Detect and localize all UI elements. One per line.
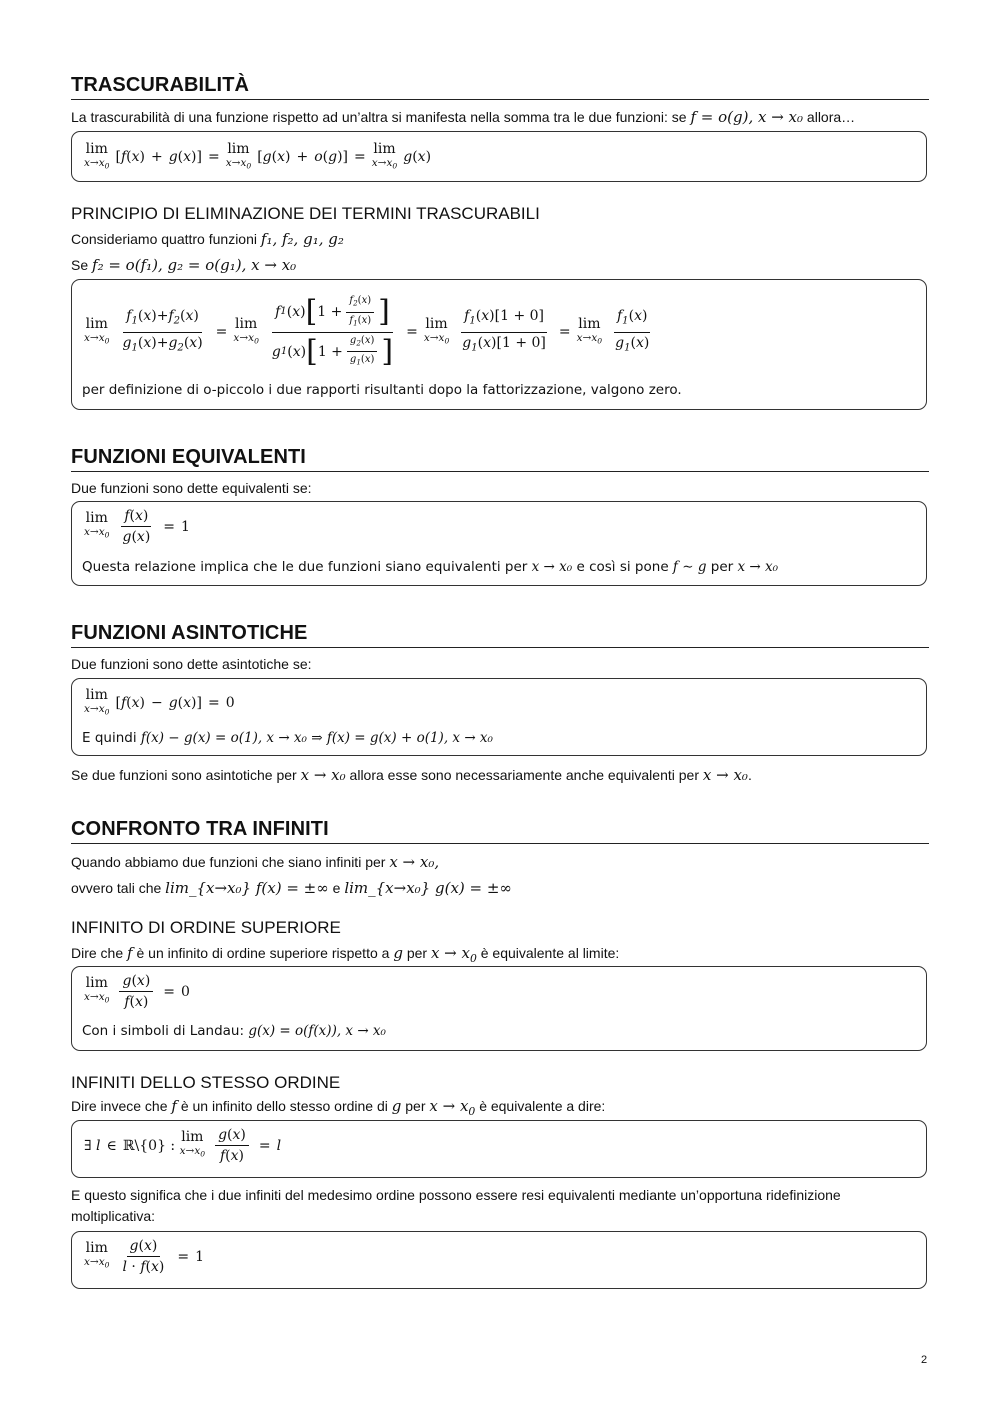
principio-note: per definizione di o-piccolo i due rapporti risultanti dopo la fattorizzazione, valgono zero. xyxy=(82,382,682,398)
formula-box-stesso-2: lim $x\to x_0$ $\frac{g(x)}{l \cdot f(x)}$ = 1 xyxy=(71,1231,927,1289)
section-title-superiore: INFINITO DI ORDINE SUPERIORE xyxy=(71,918,341,937)
section-title-trascurabilita: TRASCURABILITÀ xyxy=(71,74,929,100)
asintotiche-intro: Due funzioni sono dette asintotiche se: xyxy=(71,656,312,672)
principio-line1: Consideriamo quattro funzioni f₁, f₂, g₁, g₂ xyxy=(71,230,344,248)
section-title-asintotiche: FUNZIONI ASINTOTICHE xyxy=(71,622,929,648)
section-title-principio: PRINCIPIO DI ELIMINAZIONE DEI TERMINI TRASCURABILI xyxy=(71,204,540,223)
trascurabilita-intro-math: f = o(g), x → x₀ xyxy=(690,108,804,126)
asintotiche-after: Se due funzioni sono asintotiche per x → x₀ allora esse sono necessariamente anche equivalenti per x → x₀. xyxy=(71,766,752,784)
formula-box-stesso: ∃ l ∈ ℝ\{0} : lim $x\to x_0$ $\frac{g(x)}{f(x)}$ = l xyxy=(71,1120,927,1178)
equivalenti-intro: Due funzioni sono dette equivalenti se: xyxy=(71,480,312,496)
section-title-confronto: CONFRONTO TRA INFINITI xyxy=(71,818,929,844)
stesso-after2: moltiplicativa: xyxy=(71,1208,156,1224)
formula-box-equivalenti: lim $x\to x_0$ $\frac{f(x)}{g(x)}$ = 1 Questa relazione implica che le due funzioni siano equivalenti per x → x₀ e così si pone f ∼ g per x → x₀ xyxy=(71,501,927,586)
formula-box-asintotiche: lim $x\to x_0$ [ f ( x ) − g ( x )] = 0 E quindi f(x) − g(x) = o(1), x → x₀ ⇒ f(x) = g(x) + o(1), x → x₀ xyxy=(71,678,927,756)
page-number: 2 xyxy=(921,1354,928,1366)
principio-line2: Se f₂ = o(f₁), g₂ = o(g₁), x → x₀ xyxy=(71,256,297,274)
trascurabilita-intro: La trascurabilità di una funzione rispetto ad un’altra si manifesta nella somma tra le due funzioni: se f = o(g), x → x₀ allora… xyxy=(71,108,856,126)
formula-box-trascurabilita: lim $x\to x_0$ [ f ( x ) + g ( x )] = lim $x\to x_0$ [ g ( x ) + o ( g )] = lim $x\to x_0$ g ( x ) xyxy=(71,131,927,182)
stesso-after1: E questo significa che i due infiniti del medesimo ordine possono essere resi equivalenti mediante un’opportuna ridefinizione xyxy=(71,1187,841,1203)
stesso-line: Dire invece che f è un infinito dello stesso ordine di g per $x \to x_0$ è equivalente a dire: xyxy=(71,1097,606,1118)
confronto-line1: Quando abbiamo due funzioni che siano infiniti per x → x₀, xyxy=(71,853,440,871)
formula-box-principio: lim $x\to x_0$ $\frac{f_1(x)+f_2(x)}{g_1(x)+g_2(x)}$ = lim $x\to x_0$ f 1 ( x ) [ 1 + $\frac{f_2(x)}{f_1(x)}$ ] g 1 ( x ) [ 1 + $\frac{g_2(x)}{g_1(x)}$ ] = lim $x\to x_0$ $\frac{f_1(x)[1 + 0]}{g_1(x)[1 + 0]}$ = lim $x\to x_0$ $\frac{f_1(x)}{g_1(x)}$ per definizione di o-piccolo i due rapporti risultanti dopo la fattorizzazione, valgono zero. xyxy=(71,279,927,410)
asintotiche-note: E quindi f(x) − g(x) = o(1), x → x₀ ⇒ f(x) = g(x) + o(1), x → x₀ xyxy=(82,730,493,746)
formula-box-superiore: lim $x\to x_0$ $\frac{g(x)}{f(x)}$ = 0 Con i simboli di Landau: g(x) = o(f(x)), x → x₀ xyxy=(71,966,927,1051)
confronto-line2: ovvero tali che lim_{x→x₀} f(x) = ±∞ e lim_{x→x₀} g(x) = ±∞ xyxy=(71,879,512,897)
section-title-equivalenti: FUNZIONI EQUIVALENTI xyxy=(71,446,929,472)
superiore-line: Dire che f è un infinito di ordine superiore rispetto a g per $x \to x_0$ è equivalente al limite: xyxy=(71,944,620,965)
equivalenti-note: Questa relazione implica che le due funzioni siano equivalenti per x → x₀ e così si pone f ∼ g per x → x₀ xyxy=(82,559,779,575)
section-title-stesso: INFINITI DELLO STESSO ORDINE xyxy=(71,1073,341,1092)
superiore-note: Con i simboli di Landau: g(x) = o(f(x)), x → x₀ xyxy=(82,1023,386,1039)
